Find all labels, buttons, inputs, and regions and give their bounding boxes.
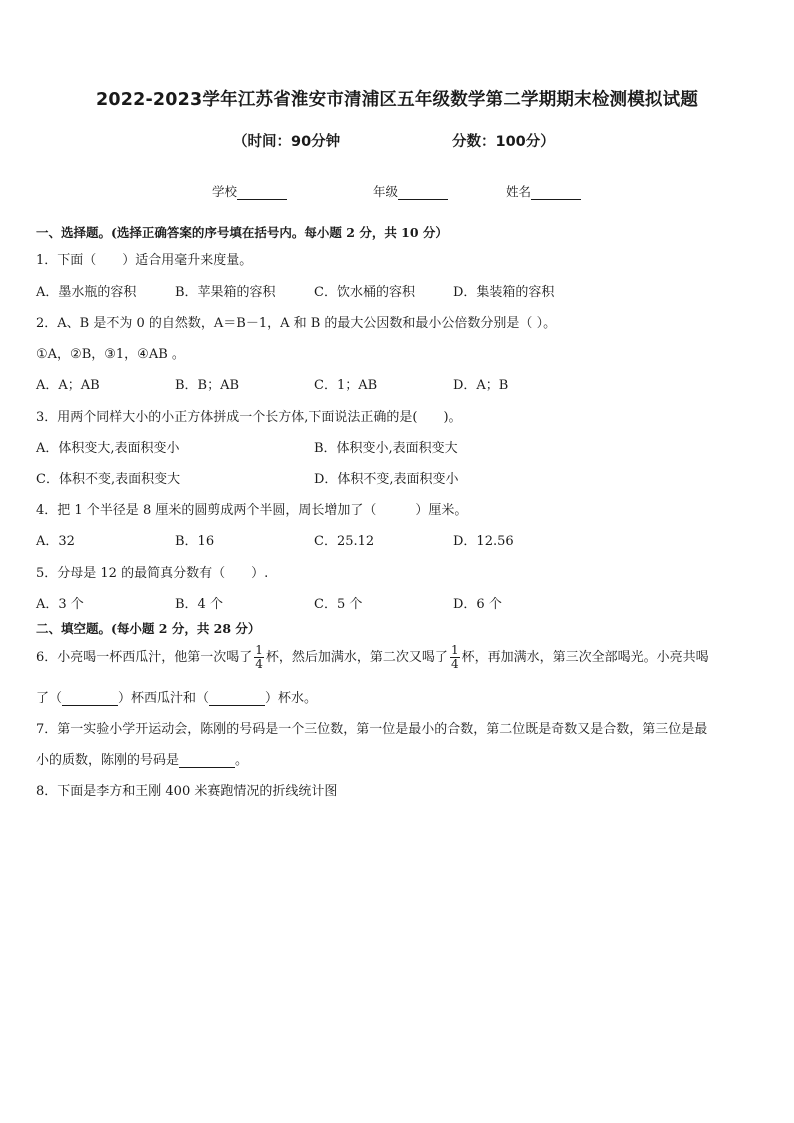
- exam-score: 分数：100分）: [452, 134, 555, 150]
- exam-time: （时间：90分钟: [233, 134, 341, 150]
- q4-option-d[interactable]: D．12.56: [453, 534, 514, 549]
- q4-option-c[interactable]: C．25.12: [314, 534, 375, 549]
- q6-part1: 6．小亮喝一杯西瓜汁，他第一次喝了: [36, 650, 253, 665]
- section2-heading: 二、填空题。(每小题 2 分，共 28 分）: [36, 621, 261, 636]
- name-label: 姓名: [506, 184, 532, 199]
- q2-option-b[interactable]: B．B；AB: [175, 378, 240, 393]
- grade-blank[interactable]: [398, 187, 448, 200]
- q6-part2: 杯，然后加满水，第二次又喝了: [265, 650, 448, 665]
- name-field: [506, 182, 581, 200]
- q1-option-b[interactable]: B．苹果箱的容积: [175, 285, 276, 300]
- q6-line2a: 了（: [36, 691, 63, 706]
- q7-line2b: 。: [235, 753, 249, 768]
- q5-option-c[interactable]: C．5 个: [314, 597, 363, 612]
- q1-stem: 1．下面（ ）适合用毫升来度量。: [36, 253, 253, 268]
- fraction-denominator: 4: [450, 657, 459, 671]
- q4-stem: 4．把 1 个半径是 8 厘米的圆剪成两个半圆，周长增加了（ ）厘米。: [36, 503, 468, 518]
- q4-option-a[interactable]: A．32: [36, 534, 75, 549]
- q7-line2a: 小的质数，陈刚的号码是: [36, 753, 180, 768]
- q5-option-b[interactable]: B．4 个: [175, 597, 223, 612]
- q1-option-d[interactable]: D．集装箱的容积: [453, 285, 555, 300]
- q1-option-c[interactable]: C．饮水桶的容积: [314, 285, 415, 300]
- q8-stem: 8．下面是李方和王刚 400 米赛跑情况的折线统计图: [36, 784, 338, 799]
- grade-label: 年级: [373, 184, 399, 199]
- q3-option-c[interactable]: C．体积不变,表面积变大: [36, 472, 181, 487]
- q6-line2b: ）杯西瓜汁和（: [118, 691, 210, 706]
- q3-option-d[interactable]: D．体积不变,表面积变小: [314, 472, 459, 487]
- q7-line1: 7．第一实验小学开运动会，陈刚的号码是一个三位数，第一位是最小的合数，第二位既是奇数又是合数，第三位是最: [36, 722, 708, 737]
- section1-heading: 一、选择题。(选择正确答案的序号填在括号内。每小题 2 分，共 10 分）: [36, 225, 448, 240]
- q3-stem: 3．用两个同样大小的小正方体拼成一个长方体,下面说法正确的是( )。: [36, 410, 462, 425]
- q2-option-c[interactable]: C．1；AB: [314, 378, 378, 393]
- q7-line2: [36, 749, 248, 768]
- q5-option-d[interactable]: D．6 个: [453, 597, 502, 612]
- fraction-numerator: 1: [255, 643, 263, 657]
- q4-option-b[interactable]: B．16: [175, 534, 215, 549]
- q3-option-a[interactable]: A．体积变大,表面积变小: [36, 441, 180, 456]
- name-blank[interactable]: [531, 187, 581, 200]
- fraction-numerator: 1: [450, 643, 459, 657]
- q6-line2c: ）杯水。: [265, 691, 318, 706]
- q7-blank-number[interactable]: [179, 755, 235, 768]
- school-field: [212, 182, 287, 200]
- q6-fraction-first: [254, 644, 264, 671]
- q2-option-d[interactable]: D．A；B: [453, 378, 509, 393]
- school-blank[interactable]: [237, 187, 287, 200]
- page-title: 2022-2023学年江苏省淮安市清浦区五年级数学第二学期期末检测模拟试题: [95, 90, 699, 110]
- q5-stem: 5．分母是 12 的最简真分数有（ ）.: [36, 566, 269, 581]
- q1-option-a[interactable]: A．墨水瓶的容积: [36, 285, 137, 300]
- q2-stem: 2．A、B 是不为 0 的自然数，A＝B－1，A 和 B 的最大公因数和最小公倍数分别是（ ）。: [36, 316, 557, 331]
- q3-option-b[interactable]: B．体积变小,表面积变大: [314, 441, 458, 456]
- grade-field: [373, 182, 448, 200]
- q6-line2: [36, 687, 317, 706]
- q2-sub: ①A，②B，③1，④AB 。: [36, 347, 185, 362]
- fraction-denominator: 4: [255, 657, 263, 671]
- q6-blank-water[interactable]: [209, 693, 265, 706]
- q6-fraction-second: [450, 644, 460, 671]
- q2-option-a[interactable]: A．A；AB: [36, 378, 100, 393]
- q6-line1: [36, 640, 709, 676]
- q6-part3: 杯，再加满水，第三次全部喝光。小亮共喝: [461, 650, 709, 665]
- school-label: 学校: [212, 184, 238, 199]
- q6-blank-juice[interactable]: [62, 693, 118, 706]
- q5-option-a[interactable]: A．3 个: [36, 597, 84, 612]
